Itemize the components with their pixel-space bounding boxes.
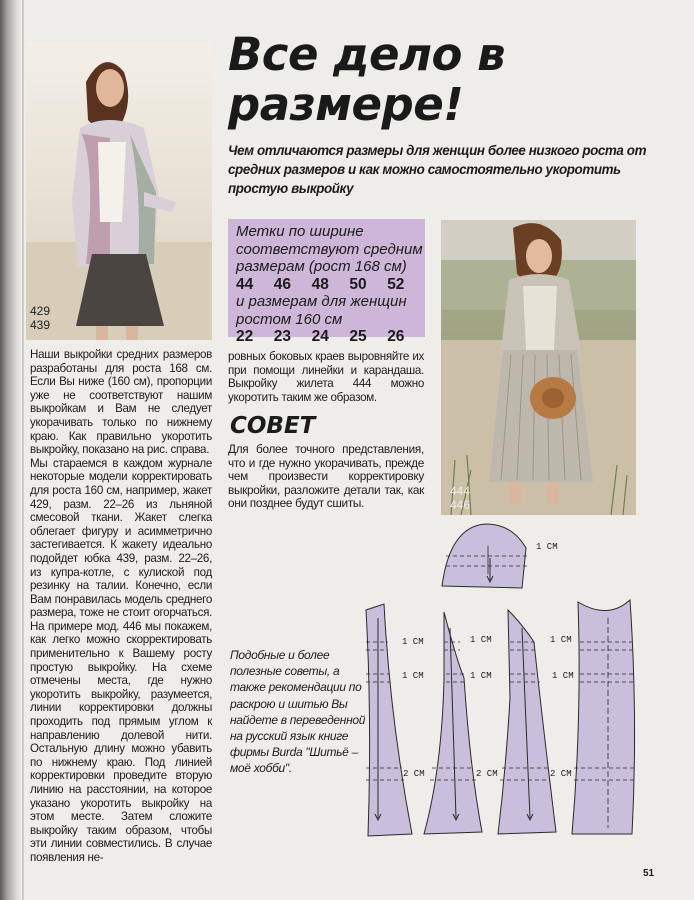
size-value: 23 bbox=[273, 328, 292, 345]
sizes-petite bbox=[236, 328, 425, 346]
size-value: 24 bbox=[311, 328, 329, 345]
title-line-2: размере! bbox=[228, 78, 464, 131]
size-box-text-2 bbox=[236, 293, 425, 328]
model-number-444: 444 bbox=[450, 484, 471, 498]
article-column-2 bbox=[228, 350, 424, 404]
model-number-439: 439 bbox=[30, 318, 51, 332]
page-subtitle: Чем отличаются размеры для женщин более низкого роста от средних размеров и как можно самостоятельно укоротить простую выкройку bbox=[228, 143, 647, 196]
size-value: 48 bbox=[311, 275, 329, 293]
pattern-svg bbox=[360, 518, 660, 848]
size-box-line: соответствуют средним bbox=[236, 240, 423, 258]
size-box-line: ростом 160 см bbox=[236, 310, 343, 328]
size-info-box bbox=[228, 219, 425, 345]
model-illustration-1 bbox=[26, 42, 212, 340]
size-value: 26 bbox=[387, 328, 405, 345]
tip-text bbox=[228, 443, 424, 511]
pattern-back-1 bbox=[498, 610, 556, 834]
size-value: 25 bbox=[349, 328, 367, 345]
size-box-line: размерам (рост 168 см) bbox=[236, 258, 407, 275]
page-title bbox=[228, 30, 668, 130]
label-1cm: 1 СМ bbox=[550, 635, 572, 645]
label-1cm: 1 СМ bbox=[470, 671, 492, 681]
label-1cm: 1 СМ bbox=[470, 635, 492, 645]
paragraph: Наши выкройки средних размеров разработаны для роста 168 см. Если Вы ниже (160 см), пропорции уже не соответствуют нашим выкройкам и Вам не следует укорачивать только по нижнему краю. Как правильно укоротить выкройку, показано на рис. справа. bbox=[30, 348, 212, 457]
size-box-text-1 bbox=[236, 223, 425, 276]
size-value: 52 bbox=[387, 275, 405, 293]
size-value: 44 bbox=[236, 275, 254, 293]
size-value: 22 bbox=[236, 328, 254, 345]
model-illustration-2 bbox=[441, 220, 636, 515]
label-2cm: 2 СМ bbox=[476, 769, 498, 779]
pattern-back-2 bbox=[572, 600, 635, 834]
label-1cm: 1 СМ bbox=[402, 671, 424, 681]
book-recommendation: Подобные и более полезные советы, а также рекомендации по раскрою и шитью Вы найдете в переведенной на русский язык книге фирмы Burda "Шитьё – моё хобби". bbox=[230, 648, 366, 776]
label-1cm: 1 СМ bbox=[402, 637, 424, 647]
label-1cm: 1 СМ bbox=[552, 671, 574, 681]
size-value: 46 bbox=[273, 275, 292, 293]
paragraph: Для более точного представления, что и где нужно укорачивать, прежде чем произвести корректировку выкройки, разложите детали так, как они позднее будут сшиты. bbox=[228, 442, 424, 511]
article-column-1 bbox=[30, 348, 212, 865]
size-value: 50 bbox=[349, 275, 367, 293]
page-number: 51 bbox=[643, 868, 655, 879]
paragraph: ровных боковых краев выровняйте их при помощи линейки и карандаша. Выкройку жилета 444 можно укоротить таким же образом. bbox=[228, 350, 424, 404]
model-number-429: 429 bbox=[30, 304, 51, 318]
tip-heading: СОВЕТ bbox=[230, 413, 316, 439]
label-2cm: 2 СМ bbox=[403, 769, 425, 779]
label-1cm: 1 СМ bbox=[536, 542, 558, 552]
paragraph: Мы стараемся в каждом журнале некоторые модели корректировать для роста 160 см, например, жакет 429, разм. 22–26 из льняной смесовой ткани. Жакет слегка облегает фигуру и асимметрично застегивается. К жакету идеально подойдет юбка 439, разм. 22–26, из купра-котле, с кулиской под резинку на талии. Конечно, если Вам понравилась модель среднего размера, тоже не стоит огорчаться. На примере мод. 446 мы покажем, как легко можно скорректировать применительно к Вашему росту простую выкройку. На схеме отмечены места, где нужно укоротить выкройку, разумеется, линии корректировки должны проходить под прямым углом к направлению долевой нити. Остальную длину можно убавить по нижнему краю. Под линией корректировки проведите вторую линию на расстоянии, на которое указано укоротить выкройку на этом месте. Затем сложите выкройку таким образом, чтобы эти линии совместились. В случае появления не- bbox=[30, 456, 212, 864]
book-spine-shadow bbox=[0, 0, 22, 900]
pattern-diagrams bbox=[360, 518, 660, 853]
title-line-1: Все дело в bbox=[228, 28, 506, 81]
sizes-regular bbox=[236, 276, 425, 294]
photo-jacket-skirt bbox=[26, 42, 212, 340]
size-box-line: и размерам для женщин bbox=[236, 293, 407, 310]
page-edge bbox=[22, 0, 24, 900]
label-2cm: 2 СМ bbox=[550, 769, 572, 779]
size-box-line: Метки по ширине bbox=[236, 223, 364, 240]
model-number-446: 446 bbox=[450, 498, 471, 512]
photo-vest-dress bbox=[441, 220, 636, 515]
